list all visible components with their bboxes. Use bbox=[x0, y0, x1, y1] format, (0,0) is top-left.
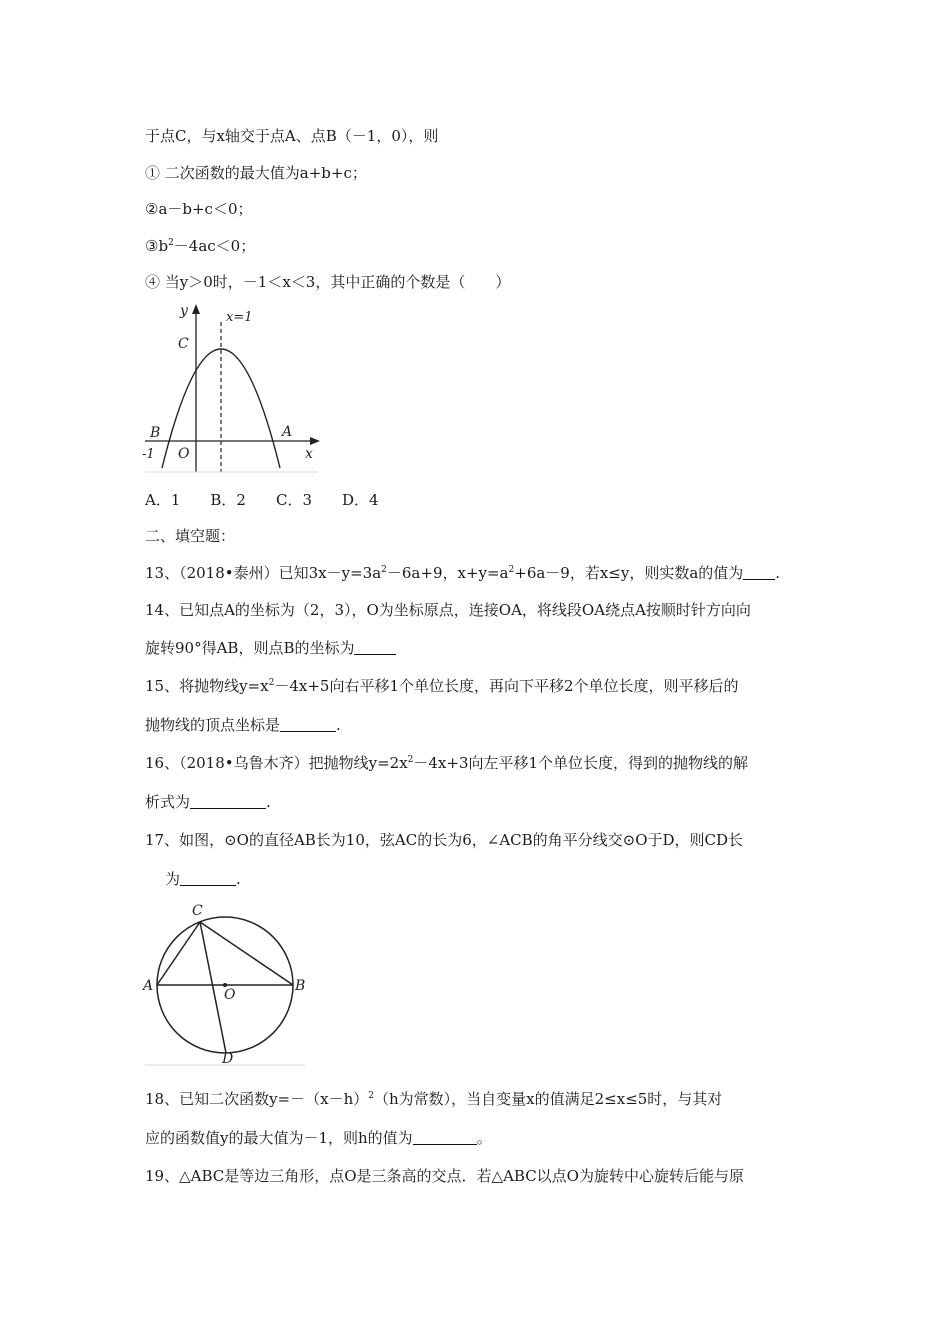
question-17-line-2 bbox=[165, 869, 241, 889]
superscript-2: 2 bbox=[268, 678, 275, 688]
question-14-line-2 bbox=[145, 638, 396, 658]
option-c: C．3 bbox=[275, 491, 312, 509]
question-15-line-2 bbox=[145, 715, 341, 735]
label-neg1: -1 bbox=[142, 447, 155, 462]
parabola-figure bbox=[140, 300, 325, 480]
superscript-2: 2 bbox=[508, 565, 515, 575]
label-D: D bbox=[222, 1051, 234, 1067]
statement-3-b: －4ac＜0； bbox=[173, 237, 256, 255]
option-b: B．2 bbox=[210, 491, 246, 509]
q13-text-c: +6a－9，若x≤y，则实数a的值为 bbox=[514, 564, 744, 582]
q13-text-d: . bbox=[775, 564, 781, 582]
question-19-line-1: 19、△ABC是等边三角形，点O是三条高的交点．若△ABC以点O为旋转中心旋转后能与原 bbox=[145, 1167, 744, 1185]
label-A: A bbox=[143, 978, 154, 994]
section-title: 二、填空题： bbox=[145, 527, 236, 545]
y-axis-arrow bbox=[192, 304, 200, 314]
question-17-line-1: 17、如图，⊙O的直径AB长为10，弦AC的长为6，∠ACB的角平分线交⊙O于D，则CD长 bbox=[145, 831, 744, 849]
option-a: A．1 bbox=[145, 491, 181, 509]
question-14-line-1: 14、已知点A的坐标为（2，3），O为坐标原点，连接OA，将线段OA绕点A按顺时针方向向 bbox=[145, 601, 751, 619]
question-13 bbox=[145, 563, 780, 583]
statement-3 bbox=[145, 236, 255, 256]
q17-text-b: . bbox=[236, 870, 241, 888]
superscript-2: 2 bbox=[381, 565, 387, 575]
chord-cb bbox=[200, 922, 293, 985]
label-x: x bbox=[305, 446, 313, 462]
statement-2: ②a－b+c＜0； bbox=[145, 200, 253, 218]
label-C: C bbox=[192, 903, 203, 919]
q18-text-a: 18、已知二次函数y=－（x－h） bbox=[145, 1090, 369, 1108]
label-y: y bbox=[180, 303, 188, 319]
statement-4: ④ 当y＞0时，－1＜x＜3，其中正确的个数是（ ） bbox=[145, 273, 511, 291]
circle-figure bbox=[140, 895, 315, 1070]
label-A: A bbox=[282, 424, 293, 440]
q16-text-b: －4x+3向左平移1个单位长度，得到的抛物线的解 bbox=[413, 754, 749, 772]
q15-text-b: －4x+5向右平移1个单位长度，再向下平移2个单位长度，则平移后的 bbox=[274, 677, 739, 695]
answer-blank-18[interactable] bbox=[413, 1130, 477, 1145]
label-B: B bbox=[150, 425, 161, 441]
q16-text-d: . bbox=[266, 793, 271, 811]
chord-ac bbox=[157, 922, 200, 985]
label-O: O bbox=[178, 446, 190, 462]
answer-options bbox=[145, 490, 409, 510]
question-15-line-1 bbox=[145, 676, 739, 696]
answer-blank-15[interactable] bbox=[280, 717, 336, 732]
q15-text-c: 抛物线的顶点坐标是 bbox=[145, 716, 281, 734]
q18-text-b: （h为常数），当自变量x的值满足2≤x≤5时，与其对 bbox=[374, 1090, 723, 1108]
q16-text-a: 16、（2018•乌鲁木齐）把抛物线y=2x bbox=[145, 754, 408, 772]
label-C: C bbox=[178, 336, 189, 352]
q13-text-a: 13、（2018•泰州）已知3x－y=3a bbox=[145, 564, 382, 582]
statement-1: ① 二次函数的最大值为a+b+c； bbox=[145, 164, 367, 182]
question-18-line-1 bbox=[145, 1089, 722, 1109]
answer-blank-16[interactable] bbox=[190, 794, 266, 809]
q15-text-a: 15、将抛物线y=x bbox=[145, 677, 269, 695]
q13-text-b: －6a+9，x+y=a bbox=[386, 564, 509, 582]
q14-text: 旋转90°得AB，则点B的坐标为 bbox=[145, 639, 355, 657]
statement-3-a: ③b bbox=[145, 237, 169, 255]
q18-text-d: 。 bbox=[476, 1129, 492, 1147]
label-axis-eq: x=1 bbox=[226, 310, 253, 325]
label-O: O bbox=[224, 987, 236, 1003]
answer-blank-14[interactable] bbox=[354, 640, 396, 655]
superscript-2: 2 bbox=[168, 238, 174, 248]
superscript-2: 2 bbox=[368, 1091, 374, 1101]
q15-text-d: . bbox=[336, 716, 341, 734]
answer-blank-13[interactable] bbox=[743, 565, 775, 580]
x-axis-arrow bbox=[310, 437, 320, 445]
intro-line: 于点C，与x轴交于点A、点B（－1，0），则 bbox=[145, 127, 439, 145]
q16-text-c: 析式为 bbox=[145, 793, 191, 811]
option-d: D．4 bbox=[342, 491, 379, 509]
chord-cd bbox=[200, 922, 226, 1053]
q18-text-c: 应的函数值y的最大值为－1，则h的值为 bbox=[145, 1129, 413, 1147]
q17-text-a: 为 bbox=[165, 870, 181, 888]
label-B: B bbox=[295, 978, 306, 994]
question-18-line-2 bbox=[145, 1128, 492, 1148]
question-16-line-2 bbox=[145, 792, 271, 812]
superscript-2: 2 bbox=[407, 755, 414, 765]
answer-blank-17[interactable] bbox=[180, 871, 236, 886]
question-16-line-1 bbox=[145, 753, 748, 773]
